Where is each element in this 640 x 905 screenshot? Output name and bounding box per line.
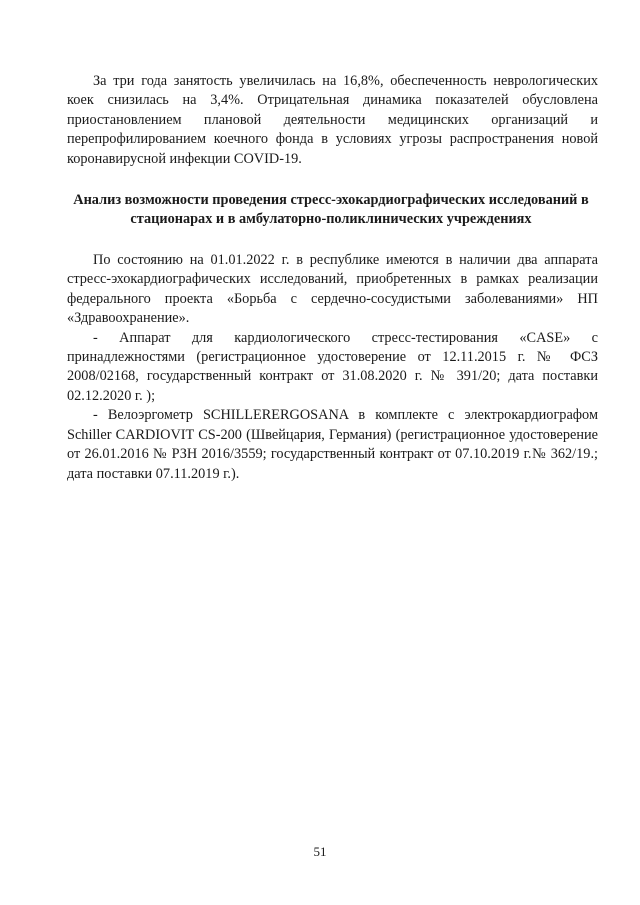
page-number: 51: [313, 844, 327, 859]
section-heading: Анализ возможности проведения стресс-эхокардиографических исследований в стационарах и в амбулаторно-поликлинических учреждениях: [73, 192, 589, 228]
paragraph-equipment-intro: По состоянию на 01.01.2022 г. в республике имеются в наличии два аппарата стресс-эхокардиографических исследований, приобретенных в рамках реализации федерального проекта «Борьба с сердечно-сосудистыми заболеваниями» НП «Здравоохранение».: [67, 252, 598, 327]
paragraph-employment-dynamics: За три года занятость увеличилась на 16,8%, обеспеченность неврологических коек снизилась на 3,4%. Отрицательная динамика показателей обусловлена приостановлением плановой деятельности медицинских организаций и перепрофилированием коечного фонда в условиях угрозы распространения новой коронавирусной инфекции COVID-19.: [67, 73, 598, 167]
paragraph-equipment-schiller: - Велоэргометр SCHILLERERGOSANA в комплекте с электрокардиографом Schiller CARDIOVIT CS-200 (Швейцария, Германия) (регистрационное удостоверение от 26.01.2016 № РЗН 2016/3559; государственный контракт от 07.10.2019 г.№ 362/19.; дата поставки 07.11.2019 г.).: [67, 407, 598, 482]
paragraph-equipment-case: - Аппарат для кардиологического стресс-тестирования «CASE» с принадлежностями (регистрационное удостоверение от 12.11.2015 г. № ФСЗ 2008/02168, государственный контракт от 31.08.2020 г. № 391/20; дата поставки 02.12.2020 г. );: [67, 329, 598, 404]
spacer: [67, 229, 598, 251]
page-content: [67, 72, 598, 484]
spacer: [67, 169, 598, 191]
